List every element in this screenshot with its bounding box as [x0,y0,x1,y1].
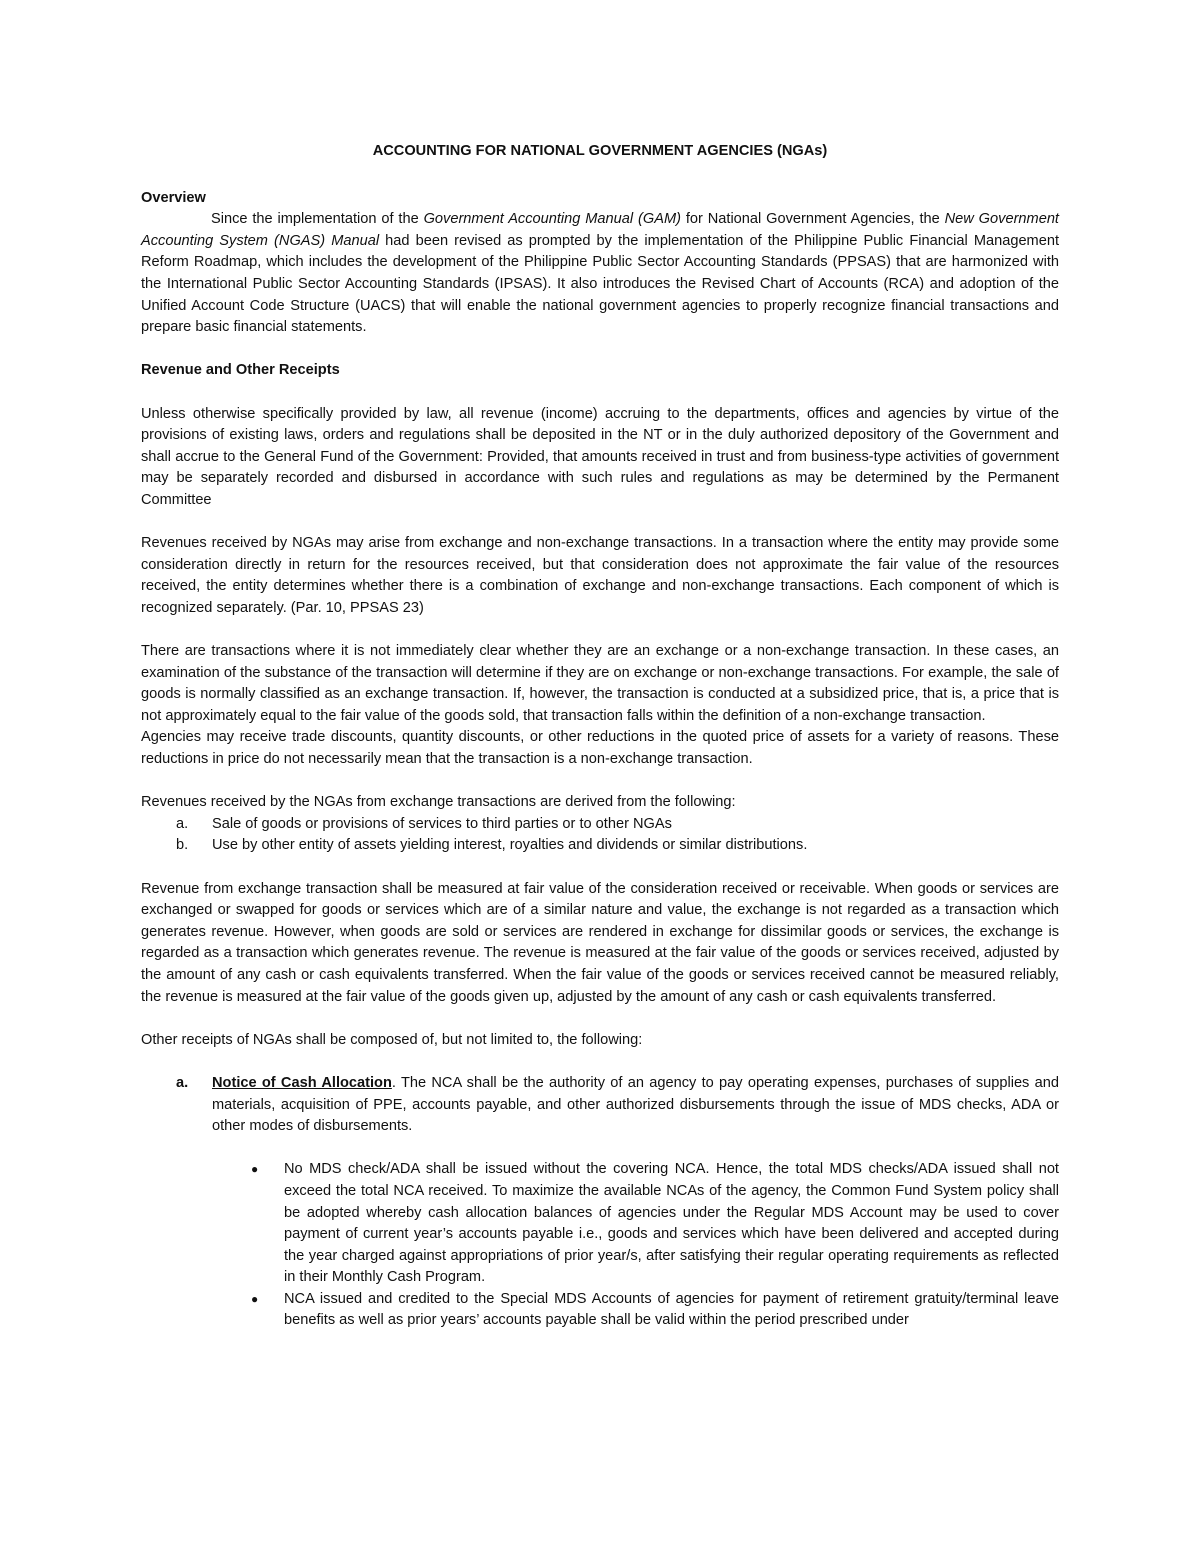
bullet-text: No MDS check/ADA shall be issued without the covering NCA. Hence, the total MDS checks/ADA issued shall not exceed the total NCA received. To maximize the available NCAs of the agency, the Common Fund System policy shall be adopted whereby cash allocation balances of agencies under the Regular MDS Account may be used to cover payment of current year’s accounts payable i.e., goods and services which have been delivered and accepted during the year charged against appropriations of prior year/s, after satisfying their regular operating requirements as reflected in their Monthly Cash Program. [284,1161,1059,1286]
exchange-sources-list [141,814,1059,857]
list-item-text: Use by other entity of assets yielding interest, royalties and dividends or similar distributions. [212,837,808,854]
nca-text: . The NCA shall be the authority of an agency to pay operating expenses, purchases of supplies and materials, acquisition of PPE, accounts payable, and other authorized disbursements through the issue of MDS checks, ADA or other modes of disbursements. [212,1074,1059,1135]
revenue-paragraph-5: Revenues received by the NGAs from exchange transactions are derived from the following: [141,794,736,811]
overview-text-1: Since the implementation of the [211,211,424,228]
revenue-paragraph-2: Revenues received by NGAs may arise from exchange and non-exchange transactions. In a transaction where the entity may provide some consideration directly in return for the resources received, but that consideration does not approximate the fair value of the resources received, the entity determines whether there is a combination of exchange and non-exchange transactions. Each component of which is recognized separately. (Par. 10, PPSAS 23) [141,535,1059,616]
bullet-item [141,1159,1059,1289]
nca-marker: a. [176,1074,189,1091]
overview-paragraph [141,209,1059,339]
ngas-title: New Government Accounting System (NGAS) Manual [141,211,1059,249]
bullet-item [141,1289,1059,1332]
nca-item [141,1073,1059,1138]
bullet-text: NCA issued and credited to the Special MDS Accounts of agencies for payment of retirement gratuity/terminal leave benefits as well as prior years’ accounts payable shall be valid within the period prescribed under [284,1290,1059,1329]
revenue-paragraph-7: Other receipts of NGAs shall be composed of, but not limited to, the following: [141,1031,643,1048]
revenue-heading: Revenue and Other Receipts [141,362,340,379]
bullet-icon: ● [251,1162,259,1177]
nca-bullet-list [141,1159,1059,1332]
gam-title: Government Accounting Manual (GAM) [423,211,681,228]
revenue-paragraph-4: Agencies may receive trade discounts, quantity discounts, or other reductions in the quoted price of assets for a variety of reasons. These reductions in price do not necessarily mean that the transaction is a non-exchange transaction. [141,729,1059,768]
list-item [141,835,1059,857]
list-item [141,814,1059,836]
list-marker: b. [176,837,189,854]
revenue-paragraph-6: Revenue from exchange transaction shall be measured at fair value of the consideration received or receivable. When goods or services are exchanged or swapped for goods or services which are of a similar nature and value, the exchange is not regarded as a transaction which generates revenue. However, when goods are sold or services are rendered in exchange for dissimilar goods or services, the exchange is regarded as a transaction which generates revenue. The revenue is measured at the fair value of the goods or services received, adjusted by the amount of any cash or cash equivalents transferred. When the fair value of the goods or services received cannot be measured reliably, the revenue is measured at the fair value of the goods given up, adjusted by the amount of any cash or cash equivalents transferred. [141,880,1059,1005]
list-item-text: Sale of goods or provisions of services to third parties or to other NGAs [212,815,672,832]
overview-text-3: had been revised as prompted by the implementation of the Philippine Public Financial Management Reform Roadmap, which includes the development of the Philippine Public Sector Accounting Standards (PPSAS) that are harmonized with the International Public Sector Accounting Standards (IPSAS). It also introduces the Revised Chart of Accounts (RCA) and adoption of the Unified Account Code Structure (UACS) that will enable the national government agencies to properly recognize financial transactions and prepare basic financial statements. [141,232,1059,336]
revenue-paragraph-3: There are transactions where it is not immediately clear whether they are an exchange or a non-exchange transaction. In these cases, an examination of the substance of the transaction will determine if they are on exchange or non-exchange transactions. For example, the sale of goods is normally classified as an exchange transaction. If, however, the transaction is conducted at a subsidized price, that is, a price that is not approximately equal to the fair value of the goods sold, that transaction falls within the definition of a non-exchange transaction. [141,643,1059,724]
revenue-paragraph-1: Unless otherwise specifically provided by law, all revenue (income) accruing to the departments, offices and agencies by virtue of the provisions of existing laws, orders and regulations shall be deposited in the NT or in the duly authorized depository of the Government and shall accrue to the General Fund of the Government: Provided, that amounts received in trust and from business-type activities of government may be separately recorded and disbursed in accordance with such rules and regulations as may be determined by the Permanent Committee [141,405,1059,508]
bullet-icon: ● [251,1291,259,1306]
overview-heading: Overview [141,189,206,206]
list-marker: a. [176,815,189,832]
document-title: ACCOUNTING FOR NATIONAL GOVERNMENT AGENCIES (NGAs) [372,143,828,159]
overview-text-2: for National Government Agencies, the [680,211,945,228]
document-page [141,141,1059,1332]
nca-term: Notice of Cash Allocation [212,1074,392,1091]
